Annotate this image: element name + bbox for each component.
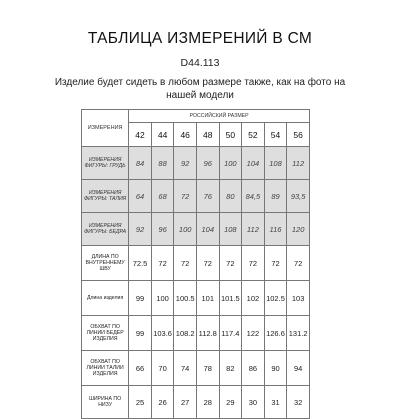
table-cell: 76 [196,180,219,213]
table-cell: 66 [129,351,152,386]
table-cell: 31 [264,386,287,419]
fit-note [0,76,400,102]
page-title: ТАБЛИЦА ИЗМЕРЕНИЙ В СМ [87,30,313,47]
table-cell: 68 [151,180,174,213]
table-cell: 28 [196,386,219,419]
row-label: ДЛИНА ПО ВНУТРЕННЕМУ ШВУ [82,246,129,281]
table-cell: 88 [151,147,174,180]
table-cell: 101.5 [219,281,242,316]
table-cell: 89 [264,180,287,213]
size-header: 56 [287,123,310,147]
size-header: 48 [196,123,219,147]
table-cell: 90 [264,351,287,386]
table-row [82,147,310,180]
table-cell: 131.2 [287,316,310,351]
table-cell: 27 [174,386,197,419]
size-header: 42 [129,123,152,147]
table-row [82,180,310,213]
table-row [82,246,310,281]
table-cell: 102 [242,281,265,316]
table-cell: 104 [242,147,265,180]
fit-note-line-2: нашей модели [166,90,234,101]
size-header: 52 [242,123,265,147]
table-row [82,213,310,246]
table-cell: 72 [287,246,310,281]
table-cell: 100 [151,281,174,316]
row-label: Длина изделия [82,281,129,316]
table-cell: 100 [174,213,197,246]
measurements-header: ИЗМЕРЕНИЯ [82,110,129,147]
table-row [82,351,310,386]
table-cell: 74 [174,351,197,386]
table-cell: 26 [151,386,174,419]
row-label: ИЗМЕРЕНИЯ ФИГУРЫ: БЕДРА [82,213,129,246]
russian-size-header: РОССИЙСКИЙ РАЗМЕР [129,110,310,123]
table-cell: 93,5 [287,180,310,213]
table-cell: 82 [219,351,242,386]
table-cell: 103 [287,281,310,316]
row-label: ШИРИНА ПО НИЗУ [82,386,129,419]
table-cell: 103.6 [151,316,174,351]
table-cell: 72 [151,246,174,281]
table-cell: 70 [151,351,174,386]
table-cell: 112 [287,147,310,180]
table-cell: 120 [287,213,310,246]
table-cell: 84 [129,147,152,180]
table-cell: 72 [264,246,287,281]
table-cell: 116 [264,213,287,246]
table-cell: 108 [219,213,242,246]
table-cell: 108.2 [174,316,197,351]
table-cell: 92 [129,213,152,246]
table-cell: 104 [196,213,219,246]
table-cell: 64 [129,180,152,213]
table-cell: 32 [287,386,310,419]
table-cell: 84,5 [242,180,265,213]
table-cell: 72 [242,246,265,281]
table-cell: 30 [242,386,265,419]
table-cell: 108 [264,147,287,180]
row-label: ИЗМЕРЕНИЯ ФИГУРЫ: ГРУДЬ [82,147,129,180]
table-cell: 72 [174,246,197,281]
table-row [82,386,310,419]
table-cell: 72 [196,246,219,281]
table-cell: 100.5 [174,281,197,316]
size-header: 50 [219,123,242,147]
table-cell: 99 [129,316,152,351]
table-cell: 126.6 [264,316,287,351]
row-label: ОБХВАТ ПО ЛИНИИ БЕДЕР ИЗДЕЛИЯ [82,316,129,351]
table-cell: 112.8 [196,316,219,351]
size-table [81,109,310,419]
table-cell: 102.5 [264,281,287,316]
table-cell: 72.5 [129,246,152,281]
row-label: ИЗМЕРЕНИЯ ФИГУРЫ: ТАЛИЯ [82,180,129,213]
table-row [82,281,310,316]
table-cell: 72 [219,246,242,281]
table-cell: 80 [219,180,242,213]
table-cell: 99 [129,281,152,316]
table-cell: 25 [129,386,152,419]
size-header: 44 [151,123,174,147]
table-cell: 101 [196,281,219,316]
table-cell: 29 [219,386,242,419]
table-cell: 94 [287,351,310,386]
size-header: 54 [264,123,287,147]
table-cell: 96 [196,147,219,180]
table-row [82,316,310,351]
table-cell: 100 [219,147,242,180]
fit-note-line-1: Изделие будет сидеть в любом размере также, как на фото на [54,77,346,88]
table-cell: 72 [174,180,197,213]
table-cell: 96 [151,213,174,246]
table-cell: 122 [242,316,265,351]
table-cell: 78 [196,351,219,386]
row-label: ОБХВАТ ПО ЛИНИИ ТАЛИИ ИЗДЕЛИЯ [82,351,129,386]
table-cell: 92 [174,147,197,180]
size-header: 46 [174,123,197,147]
table-cell: 86 [242,351,265,386]
product-code: D44.113 [180,57,220,69]
table-cell: 117.4 [219,316,242,351]
table-cell: 112 [242,213,265,246]
